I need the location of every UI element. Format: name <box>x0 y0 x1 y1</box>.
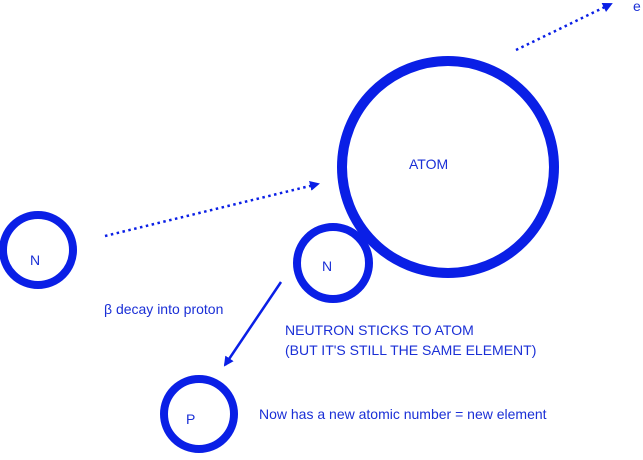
stuck-neutron-circle <box>297 227 369 299</box>
proton <box>164 379 234 449</box>
neutron-sticks-line2: (BUT IT'S STILL THE SAME ELEMENT) <box>285 342 537 358</box>
incoming-neutron <box>3 215 73 285</box>
proton-label: P <box>186 411 196 427</box>
incoming-neutron-circle <box>3 215 73 285</box>
stuck-neutron-label: N <box>322 258 333 274</box>
atom-label: ATOM <box>409 156 449 172</box>
neutron-path-arrow <box>105 184 318 236</box>
electron-label: e <box>633 0 641 14</box>
proton-circle <box>164 379 234 449</box>
beta-decay-label: β decay into proton <box>104 301 224 317</box>
stuck-neutron <box>297 227 369 299</box>
atom <box>342 61 554 273</box>
beta-decay-arrow <box>225 282 281 365</box>
new-element-label: Now has a new atomic number = new element <box>259 406 547 422</box>
electron-emission-arrow <box>516 4 611 50</box>
incoming-neutron-label: N <box>30 252 41 268</box>
neutron-sticks-line1: NEUTRON STICKS TO ATOM <box>285 322 474 338</box>
